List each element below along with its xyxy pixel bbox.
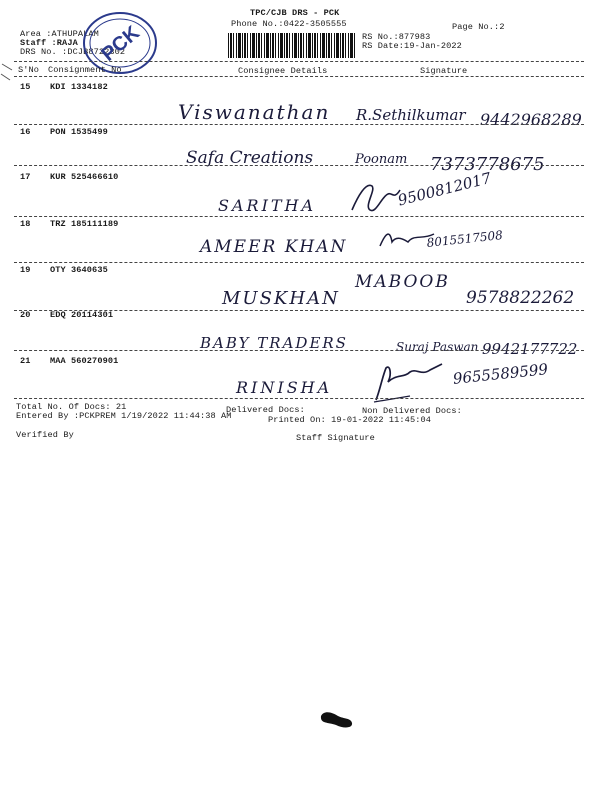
signature-scribble	[348, 176, 404, 218]
verified-by: Verified By	[16, 430, 74, 440]
row-consignment: KDI 1334182	[50, 82, 108, 92]
phone-handwriting: 9500812017	[396, 168, 493, 210]
consignee-handwriting: Viswanathan	[178, 100, 331, 124]
area-field: Area :ATHUPALAM	[20, 29, 99, 39]
consignee-handwriting: AMEER KHAN	[200, 237, 348, 257]
total-docs: Total No. Of Docs: 21	[16, 402, 127, 412]
rs-date: RS Date:19-Jan-2022	[362, 41, 462, 51]
printed-on: Printed On: 19-01-2022 11:45:04	[268, 415, 431, 425]
row-sno: 18	[20, 219, 31, 229]
phone-handwriting: 9655589599	[452, 360, 549, 388]
row-sno: 17	[20, 172, 31, 182]
drs-number: DRS No. :DCJB8722302	[20, 47, 126, 57]
staff-signature: Staff Signature	[296, 433, 375, 443]
col-sno: S'No	[18, 65, 40, 75]
svg-text:PCK: PCK	[97, 21, 144, 66]
col-signature: Signature	[420, 66, 468, 76]
phone-handwriting: 9942177722	[482, 340, 578, 358]
phone-number: Phone No.:0422-3505555	[231, 19, 347, 29]
phone-handwriting: 7373778675	[430, 154, 545, 175]
col-consignee: Consignee Details	[238, 66, 328, 76]
row-consignment: PON 1535499	[50, 127, 108, 137]
divider	[14, 262, 584, 263]
page-number: Page No.:2	[452, 22, 505, 32]
consignee-handwriting: Safa Creations	[186, 148, 314, 168]
row-consignment: TRZ 185111189	[50, 219, 119, 229]
divider	[14, 398, 584, 399]
row-sno: 15	[20, 82, 31, 92]
col-consignment: Consignment No	[48, 65, 122, 75]
divider	[14, 216, 584, 217]
divider	[14, 350, 584, 351]
phone-handwriting: 9578822262	[466, 288, 575, 308]
divider	[14, 76, 584, 77]
staff-field: Staff :RAJA	[20, 38, 78, 48]
consignee-handwriting: BABY TRADERS	[200, 334, 348, 352]
row-consignment: OTY 3640635	[50, 265, 108, 275]
signature-handwriting: MABOOB	[355, 272, 450, 292]
row-consignment: KUR 525466610	[50, 172, 119, 182]
row-sno: 19	[20, 265, 31, 275]
consignee-handwriting: RINISHA	[236, 378, 333, 397]
consignee-handwriting: SARITHA	[218, 196, 317, 215]
barcode	[228, 33, 356, 58]
entered-by: Entered By :PCKPREM 1/19/2022 11:44:38 AM	[16, 411, 232, 421]
signature-handwriting: Suraj Paswan	[396, 340, 479, 354]
delivered-docs: Delivered Docs:	[226, 405, 305, 415]
phone-handwriting: 9442968289	[480, 110, 582, 129]
ink-blot	[318, 708, 354, 730]
scan-edge-mark	[0, 60, 14, 88]
divider	[14, 61, 584, 62]
signature-handwriting: Poonam	[355, 152, 408, 167]
row-sno: 16	[20, 127, 31, 137]
row-sno: 21	[20, 356, 31, 366]
divider	[14, 124, 584, 125]
row-consignment: MAA 560270901	[50, 356, 119, 366]
signature-handwriting: R.Sethilkumar	[356, 106, 466, 124]
consignee-handwriting: MUSKHAN	[222, 288, 340, 309]
divider	[14, 165, 584, 166]
rs-number: RS No.:877983	[362, 32, 431, 42]
non-delivered-docs: Non Delivered Docs:	[362, 406, 462, 416]
document-title: TPC/CJB DRS - PCK	[250, 8, 340, 18]
phone-handwriting: 8015517508	[426, 228, 504, 250]
row-sno: 20	[20, 310, 31, 320]
row-consignment: EDQ 20114301	[50, 310, 114, 320]
